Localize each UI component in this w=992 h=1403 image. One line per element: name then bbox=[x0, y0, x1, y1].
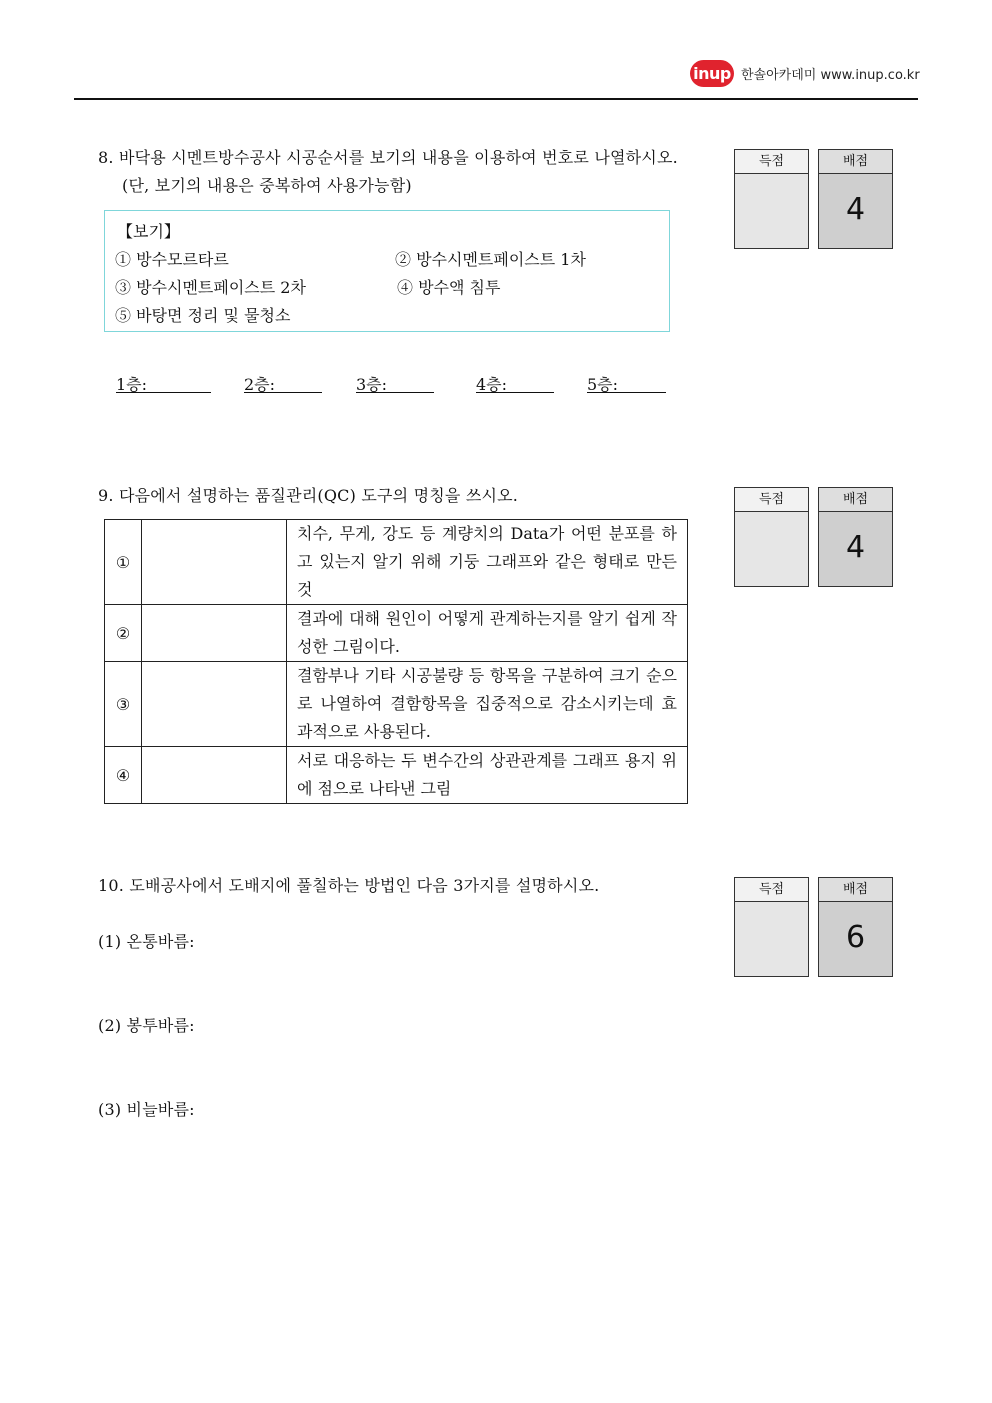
q8-score-box bbox=[734, 149, 894, 249]
q10-points-value: 6 bbox=[845, 920, 866, 955]
answer-cell[interactable] bbox=[142, 662, 287, 747]
layer-4-answer[interactable] bbox=[476, 372, 554, 393]
q10-item[interactable]: (3) 비늘바름: bbox=[98, 1100, 195, 1119]
table-row bbox=[105, 605, 688, 662]
q10-text: 10. 도배공사에서 도배지에 풀칠하는 방법인 다음 3가지를 설명하시오. bbox=[98, 876, 600, 895]
points-label: 배점 bbox=[819, 878, 892, 902]
row-description: 치수, 무게, 강도 등 계량치의 Data가 어떤 분포를 하고 있는지 알기 위해 기둥 그래프와 같은 형태로 만든 것 bbox=[287, 520, 688, 605]
layer-4-label: 4층: bbox=[476, 372, 554, 393]
layer-2-label: 2층: bbox=[244, 372, 322, 393]
row-number: ① bbox=[105, 520, 142, 605]
bogi-item: ⑤ 바탕면 정리 및 물청소 bbox=[115, 306, 291, 325]
q8-note: (단, 보기의 내용은 중복하여 사용가능함) bbox=[122, 176, 412, 195]
q10-points-cell bbox=[818, 877, 893, 977]
answer-cell[interactable] bbox=[142, 520, 287, 605]
q8-points-cell bbox=[818, 149, 893, 249]
layer-5-label: 5층: bbox=[587, 372, 666, 393]
q10-earned-cell[interactable] bbox=[734, 877, 809, 977]
layer-3-answer[interactable] bbox=[356, 372, 434, 393]
row-description: 결함부나 기타 시공불량 등 항목을 구분하여 크기 순으로 나열하여 결함항목을 집중적으로 감소시키는데 효과적으로 사용된다. bbox=[287, 662, 688, 747]
points-label: 배점 bbox=[819, 150, 892, 174]
q8-text: 8. 바닥용 시멘트방수공사 시공순서를 보기의 내용을 이용하여 번호로 나열하시오. bbox=[98, 148, 678, 167]
q8-example-box bbox=[104, 210, 670, 332]
q9-score-box bbox=[734, 487, 894, 587]
q9-points-value: 4 bbox=[845, 530, 866, 565]
points-label: 배점 bbox=[819, 488, 892, 512]
layer-3-label: 3층: bbox=[356, 372, 434, 393]
layer-1-answer[interactable] bbox=[116, 372, 211, 393]
bogi-item: ③ 방수시멘트페이스트 2차 bbox=[115, 278, 306, 297]
q10-score-box bbox=[734, 877, 894, 977]
row-number: ② bbox=[105, 605, 142, 662]
inup-logo: inup bbox=[690, 60, 734, 87]
layer-1-label: 1층: bbox=[116, 372, 211, 393]
q9-text: 9. 다음에서 설명하는 품질관리(QC) 도구의 명칭을 쓰시오. bbox=[98, 486, 519, 505]
row-number: ③ bbox=[105, 662, 142, 747]
answer-cell[interactable] bbox=[142, 747, 287, 804]
q9-earned-cell[interactable] bbox=[734, 487, 809, 587]
q9-points-cell bbox=[818, 487, 893, 587]
qc-tools-table bbox=[104, 519, 688, 804]
q10-item[interactable]: (2) 봉투바름: bbox=[98, 1016, 195, 1035]
bogi-item: ② 방수시멘트페이스트 1차 bbox=[395, 250, 586, 269]
brand-text: 한솔아카데미 www.inup.co.kr bbox=[741, 68, 920, 83]
bogi-item: ① 방수모르타르 bbox=[115, 250, 229, 269]
earned-label: 득점 bbox=[735, 878, 808, 902]
row-description: 서로 대응하는 두 변수간의 상관관계를 그래프 용지 위에 점으로 나타낸 그림 bbox=[287, 747, 688, 804]
row-number: ④ bbox=[105, 747, 142, 804]
bogi-item: ④ 방수액 침투 bbox=[397, 278, 501, 297]
row-description: 결과에 대해 원인이 어떻게 관계하는지를 알기 쉽게 작성한 그림이다. bbox=[287, 605, 688, 662]
table-row bbox=[105, 520, 688, 605]
table-row bbox=[105, 662, 688, 747]
earned-label: 득점 bbox=[735, 150, 808, 174]
q8-points-value: 4 bbox=[845, 192, 866, 227]
q10-item[interactable]: (1) 온통바름: bbox=[98, 932, 195, 951]
bogi-title: 【보기】 bbox=[117, 222, 180, 241]
header-divider bbox=[74, 98, 918, 100]
layer-2-answer[interactable] bbox=[244, 372, 322, 393]
q8-earned-cell[interactable] bbox=[734, 149, 809, 249]
answer-cell[interactable] bbox=[142, 605, 287, 662]
table-row bbox=[105, 747, 688, 804]
layer-5-answer[interactable] bbox=[587, 372, 666, 393]
earned-label: 득점 bbox=[735, 488, 808, 512]
